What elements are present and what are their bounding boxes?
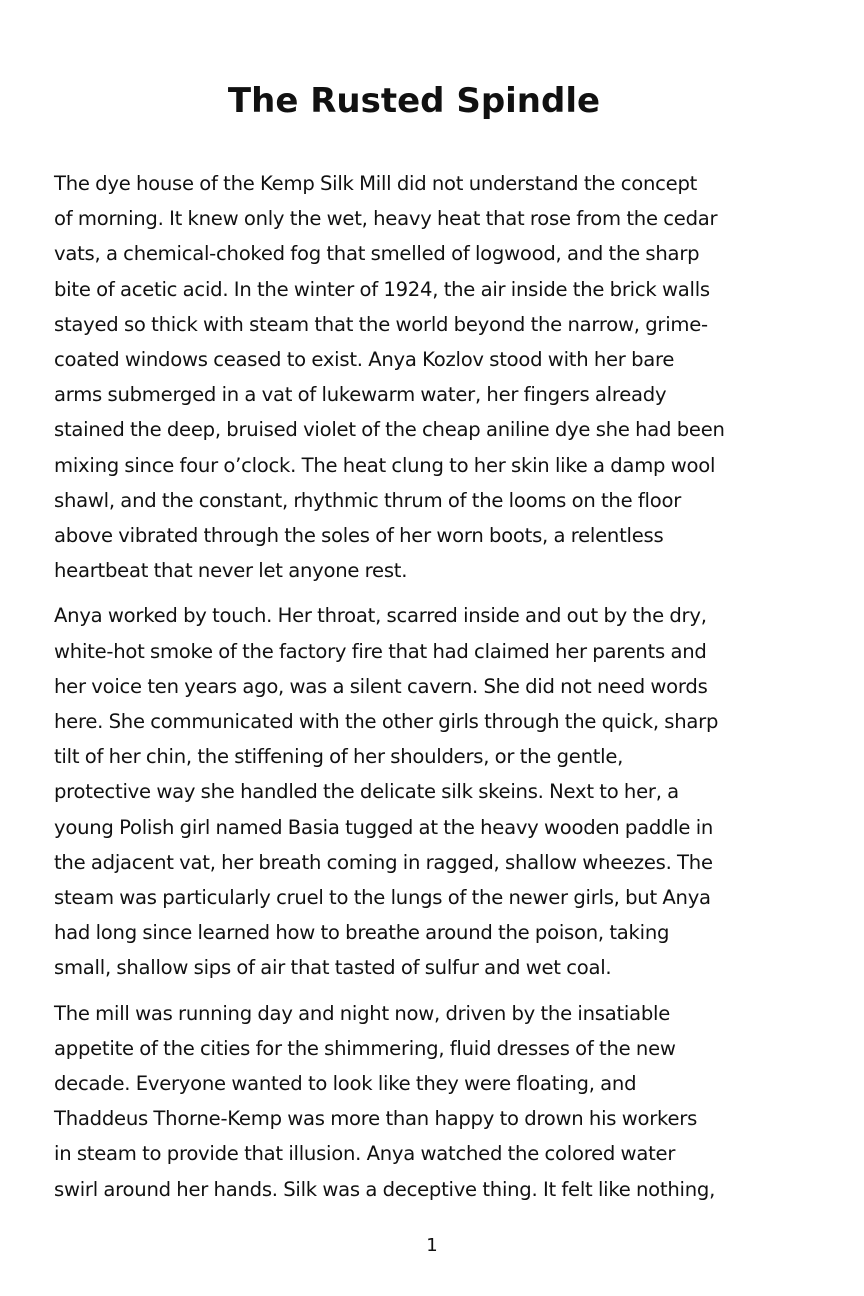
text-line: appetite of the cities for the shimmering, fluid dresses of the new [54, 1036, 676, 1060]
text-line: white-hot smoke of the factory fire that had claimed her parents and [54, 639, 707, 663]
text-line: swirl around her hands. Silk was a deceptive thing. It felt like nothing, [54, 1177, 716, 1201]
text-line: bite of acetic acid. In the winter of 1924, the air inside the brick walls [54, 277, 710, 301]
text-line: heartbeat that never let anyone rest. [54, 559, 408, 583]
text-line: young Polish girl named Basia tugged at the heavy wooden paddle in [54, 815, 714, 839]
text-line: had long since learned how to breathe around the poison, taking [54, 921, 670, 945]
text-line: mixing since four o’clock. The heat clung to her skin like a damp wool [54, 453, 716, 477]
text-line: the adjacent vat, her breath coming in ragged, shallow wheezes. The [54, 850, 713, 874]
chapter-title: The Rusted Spindle [227, 81, 601, 121]
text-line: in steam to provide that illusion. Anya watched the colored water [54, 1142, 676, 1166]
text-line: shawl, and the constant, rhythmic thrum of the looms on the floor [54, 488, 681, 512]
text-line: arms submerged in a vat of lukewarm water, her fingers already [54, 383, 667, 407]
text-line: protective way she handled the delicate silk skeins. Next to her, a [54, 780, 679, 804]
text-line: coated windows ceased to exist. Anya Kozlov stood with her bare [54, 348, 675, 372]
body-text [54, 166, 788, 1217]
text-line: decade. Everyone wanted to look like they were floating, and [54, 1072, 637, 1096]
text-line: small, shallow sips of air that tasted of sulfur and wet coal. [54, 956, 612, 980]
text-line: above vibrated through the soles of her worn boots, a relentless [54, 524, 664, 548]
text-line: stained the deep, bruised violet of the cheap aniline dye she had been [54, 418, 725, 442]
text-line: Anya worked by touch. Her throat, scarred inside and out by the dry, [54, 604, 707, 628]
text-line: Thaddeus Thorne-Kemp was more than happy to drown his workers [54, 1107, 698, 1131]
text-line: her voice ten years ago, was a silent cavern. She did not need words [54, 674, 708, 698]
text-line: vats, a chemical-choked fog that smelled of logwood, and the sharp [54, 242, 700, 266]
text-line: The mill was running day and night now, driven by the insatiable [54, 1001, 671, 1025]
text-line: of morning. It knew only the wet, heavy heat that rose from the cedar [54, 207, 718, 231]
page-number: 1 [426, 1235, 438, 1256]
text-line: steam was particularly cruel to the lungs of the newer girls, but Anya [54, 886, 711, 910]
text-line: The dye house of the Kemp Silk Mill did not understand the concept [54, 172, 698, 195]
text-line: here. She communicated with the other girls through the quick, sharp [54, 710, 719, 734]
paragraph [54, 598, 788, 985]
paragraph [54, 996, 788, 1207]
text-line: tilt of her chin, the stiffening of her shoulders, or the gentle, [54, 745, 624, 769]
text-line: stayed so thick with steam that the world beyond the narrow, grime- [54, 312, 708, 336]
paragraph [54, 166, 788, 588]
